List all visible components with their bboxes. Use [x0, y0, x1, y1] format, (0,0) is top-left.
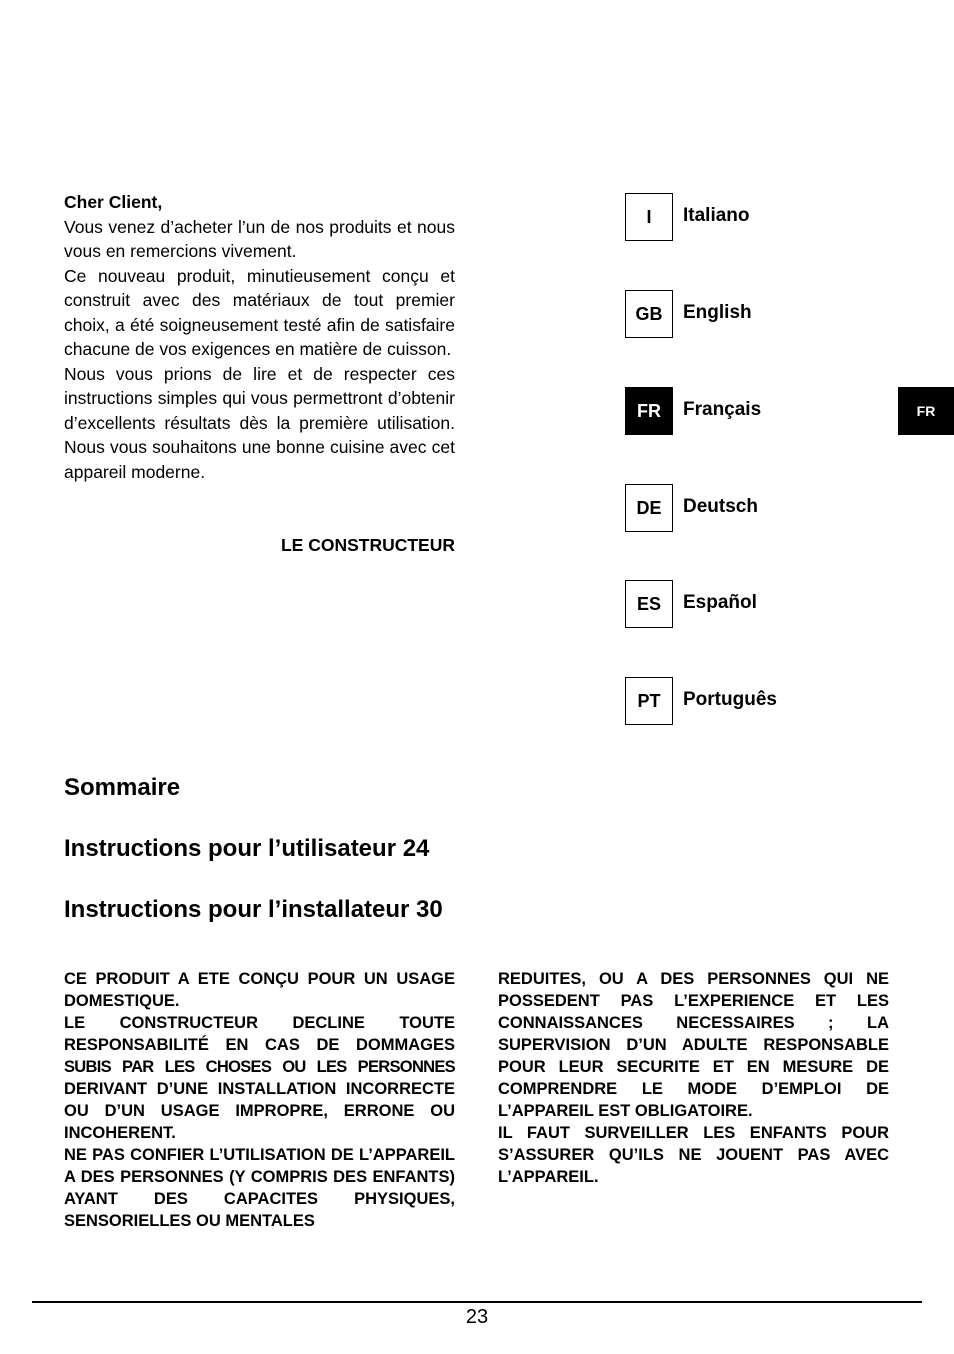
- language-name: Français: [683, 399, 762, 420]
- warning-text: CE PRODUIT A ETE CONÇU POUR UN USAGE DOMESTIQUE.: [64, 970, 455, 1010]
- greeting: Cher Client,: [64, 192, 163, 212]
- warning-text: DERIVANT D’UNE INSTALLATION INCORRECTE OU D’UN USAGE IMPROPRE, ERRONE OU INCOHERENT.: [64, 1080, 455, 1142]
- warning-text: [64, 1012, 455, 1144]
- language-code: GB: [625, 290, 673, 338]
- intro-paragraph: Ce nouveau produit, minutieusement conçu et construit avec des matériaux de tout premier choix, a été soigneusement testé afin de satisfaire chacune de vos exigences en matière de cuisson.: [64, 265, 455, 359]
- warning-text: NE PAS CONFIER L’UTILISATION DE L’APPAREIL A DES PERSONNES (Y COMPRIS DES ENFANTS) AYANT DES CAPACITES PHYSIQUES, SENSORIELLES OU MENTALES: [64, 1146, 455, 1230]
- section-tab-fr: FR: [898, 387, 954, 435]
- language-name: English: [683, 302, 752, 323]
- toc-title: Sommaire: [64, 774, 181, 801]
- language-code: ES: [625, 580, 673, 628]
- signature: LE CONSTRUCTEUR: [280, 535, 455, 555]
- intro-paragraph: Vous venez d’acheter l’un de nos produits et nous vous en remercions vivement.: [64, 216, 455, 261]
- language-name: Português: [683, 689, 777, 710]
- page-number: 23: [465, 1306, 489, 1328]
- language-code: DE: [625, 484, 673, 532]
- safety-warning-left: [64, 968, 455, 1232]
- intro-letter: [64, 190, 455, 484]
- safety-warning-right: [498, 968, 889, 1188]
- warning-text: IL FAUT SURVEILLER LES ENFANTS POUR S’ASSURER QU’ILS NE JOUENT PAS AVEC L’APPAREIL.: [498, 1124, 889, 1186]
- language-code: PT: [625, 677, 673, 725]
- warning-text: LE CONSTRUCTEUR DECLINE TOUTE RESPONSABILITÉ EN CAS DE DOMMAGES: [64, 1014, 455, 1054]
- toc-entry-installer[interactable]: Instructions pour l’installateur 30: [64, 896, 443, 923]
- language-name: Español: [683, 592, 757, 613]
- language-name: Deutsch: [683, 496, 758, 517]
- footer-divider: [32, 1301, 922, 1303]
- language-name: Italiano: [683, 205, 750, 226]
- language-code: I: [625, 193, 673, 241]
- warning-text: REDUITES, OU A DES PERSONNES QUI NE POSSEDENT PAS L’EXPERIENCE ET LES CONNAISSANCES NECESSAIRES ; LA SUPERVISION D’UN ADULTE RESPONSABLE POUR LEUR SECURITE ET EN MESURE DE COMPRENDRE LE MODE D’EMPLOI DE L’APPAREIL EST OBLIGATOIRE.: [498, 970, 889, 1120]
- toc-entry-user[interactable]: Instructions pour l’utilisateur 24: [64, 835, 430, 862]
- warning-text: SUBIS PAR LES CHOSES OU LES PERSONNES: [64, 1058, 455, 1076]
- intro-paragraph: Nous vous prions de lire et de respecter ces instructions simples qui vous permettront d’obtenir d’excellents résultats dès la première utilisation. Nous vous souhaitons une bonne cuisine avec cet appareil moderne.: [64, 363, 455, 482]
- language-code-active: FR: [625, 387, 673, 435]
